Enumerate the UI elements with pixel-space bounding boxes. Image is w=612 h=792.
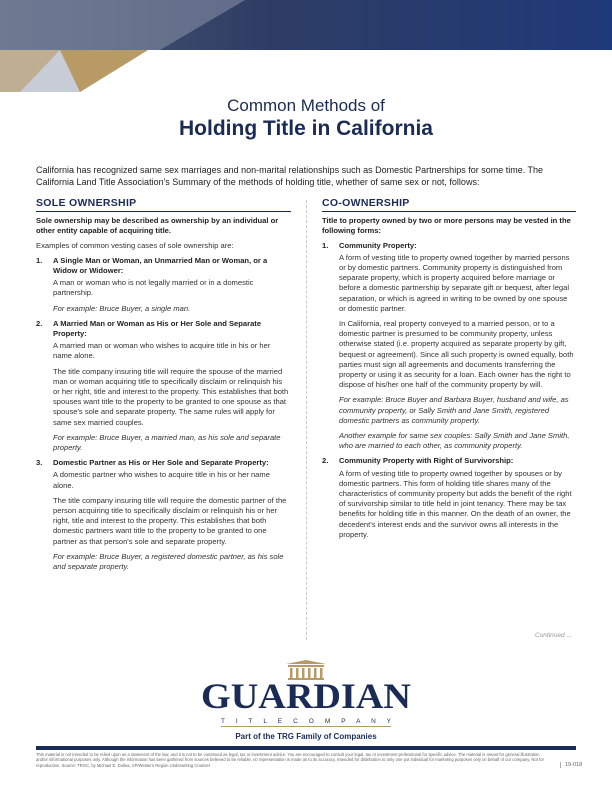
header-banner	[0, 0, 612, 92]
sole-item-2-example: For example: Bruce Buyer, a married man, as his sole and separate property.	[53, 432, 281, 453]
family-of-companies: Part of the TRG Family of Companies	[235, 732, 377, 741]
co-item-1-text-1: A form of vesting title to property owned together by married persons or by domestic partners. Community property is distinguished from separate property, which is property acquired before marriage or before a domestic partnership by separate gift or bequest, after legal separation, or which is agreed in writing to be owned by one spouse or domestic partner.	[339, 252, 570, 313]
logo-wordmark: GUARDIAN	[201, 676, 412, 716]
guardian-logo	[196, 660, 416, 730]
co-item-1-example: For example: Bruce Buyer and Barbara Buyer, husband and wife, as community property, or Sally Smith and Jane Smith, registered domestic partners as community property.	[339, 395, 569, 425]
sole-item-1-example: For example: Bruce Buyer, a single man.	[53, 303, 191, 313]
page-title-line2: Holding Title in California	[179, 117, 433, 140]
continued-label: Continued ...	[535, 632, 572, 639]
co-ownership-heading: CO-OWNERSHIP	[322, 198, 576, 212]
co-item-2-title: 2. Community Property with Right of Survivorship:	[322, 456, 514, 466]
sole-ownership-lead: Sole ownership may be described as ownership by an individual or other entity capable of acquiring title.	[36, 216, 279, 236]
co-item-1-text-2: In California, real property conveyed to a married person, or to a domestic partner is presumed to be community property, unless otherwise stated (i.e. property acquired as separate property by gift, bequest or agreement). Since all such property is owned equally, both parties must sign all agreements and documents transferring the property or using it as security for a loan. Each owner has the right to dispose of his/her one half of the community property by will.	[339, 319, 574, 390]
sole-item-1-title: 1. A Single Man or Woman, an Unmarried Man or Woman, or a Widow or Widower:	[36, 255, 268, 276]
co-ownership-section	[322, 198, 576, 545]
footer-rule	[36, 746, 576, 750]
co-item-1-example-2: Another example for same sex couples: Sally Smith and Jane Smith, who are married to each other, as community property.	[339, 431, 570, 451]
sole-item-3-text-1: A domestic partner who wishes to acquire title in his or her name alone.	[53, 470, 270, 490]
co-item-1-title: 1. Community Property:	[322, 240, 417, 250]
sole-ownership-heading: SOLE OWNERSHIP	[36, 198, 291, 212]
sole-item-3-title: 3. Domestic Partner as His or Her Sole and Separate Property:	[36, 458, 269, 468]
sole-ownership-section	[36, 198, 291, 577]
intro-paragraph: California has recognized same sex marriages and non-marital relationships such as Domestic Partnerships for some time. The California Land Title Association's Summary of the methods of holding title, whether of same sex or not, follows:	[36, 165, 544, 187]
sole-item-3-text-2: The title company insuring title will require the domestic partner of the person acquiring title to specifically disclaim or relinquish his or her right, title and interest to the property. This establishes that both domestic partners want title to the property to be granted to one partner as that person's sole and separate property.	[53, 495, 287, 546]
sole-item-2-text-2: The title company insuring title will require the spouse of the married man or woman acquiring title to specifically disclaim or relinquish his or her right, title and interest to the property. This establishes that both spouses want title to the property to be granted to one spouse as that spouse's sole and separate property. The same rules will apply for same sex married couples.	[53, 366, 289, 427]
sole-examples-intro: Examples of common vesting cases of sole ownership are:	[36, 240, 234, 250]
footer-disclaimer: This material is not intended to be relied upon as a statement of the law, and it is not to be construed as legal, tax or investment advice. You are encouraged to consult your legal, tax or investment professional for specific advice. The material is meant for general illustration and/or informational purposes only. Although the information has been gathered from sources believed to be reliable, no representation is made as to its accuracy. Intended for distribution to only one pot individual for marketing purposes only on behalf of our company. Not for reproduction. Source: TRGC, by Michael E. Dullea, VP/Western Region Underwriting Counsel	[36, 752, 544, 768]
co-item-2-text: A form of vesting title to property owned together by spouses or by domestic partners. This form of holding title shares many of the characteristics of community property but adds the benefit of the right of survivorship similar to title held in joint tenancy. There may be tax benefits for holding title in this manner. On the death of an owner, the decedent's interest ends and the survivor owns all interests in the property.	[339, 468, 572, 539]
logo-subtitle: T I T L E C O M P A N Y	[221, 718, 391, 725]
page-title-line1: Common Methods of	[227, 96, 385, 115]
sole-item-3-example: For example: Bruce Buyer, a registered domestic partner, as his sole and separate property.	[53, 551, 284, 572]
column-divider	[306, 200, 307, 640]
co-ownership-lead: Title to property owned by two or more persons may be vested in the following forms:	[322, 216, 571, 236]
document-code: 19-018	[560, 762, 582, 768]
sole-item-2-text-1: A married man or woman who wishes to acquire title in his or her name alone.	[53, 341, 271, 361]
sole-item-1-text: A man or woman who is not legally married or in a domestic partnership.	[53, 278, 254, 298]
sole-item-2-title: 2. A Married Man or Woman as His or Her Sole and Separate Property:	[36, 318, 262, 339]
